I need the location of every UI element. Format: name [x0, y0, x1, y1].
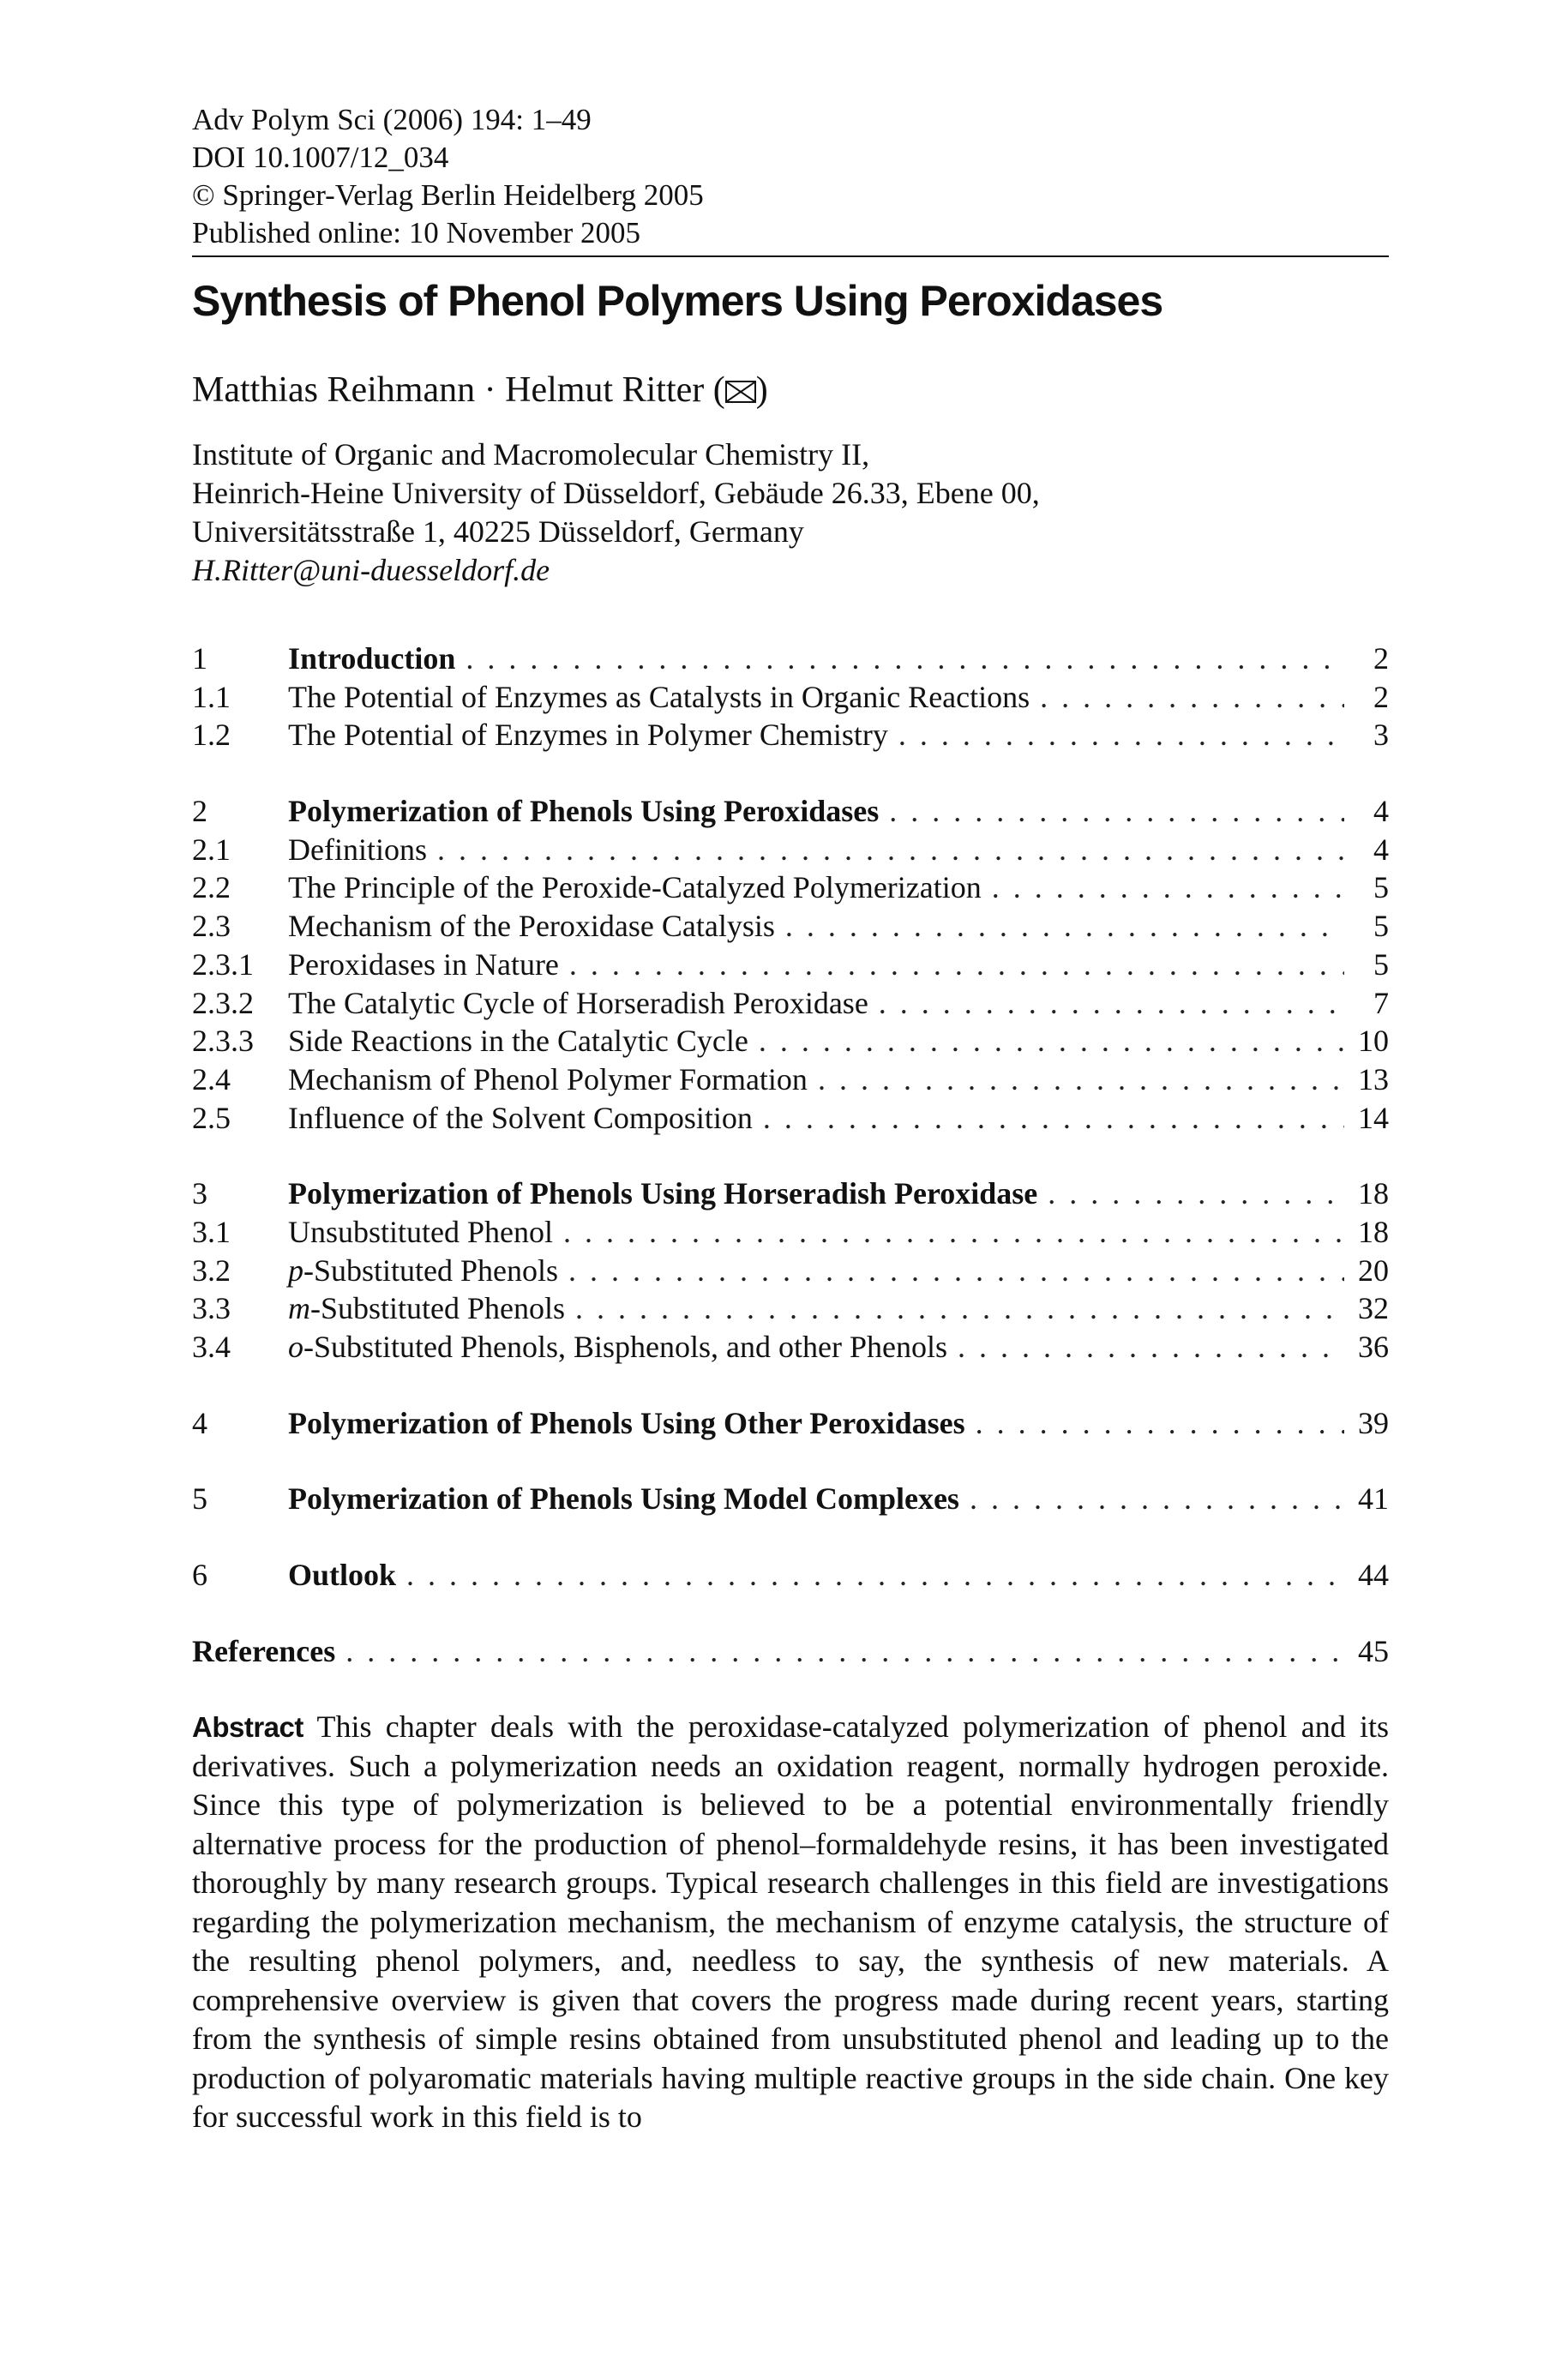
toc-entry[interactable] — [192, 1404, 1389, 1443]
affiliation-line: Universitätsstraße 1, 40225 Düsseldorf, Germany — [192, 514, 804, 549]
toc-number: 1 — [192, 641, 207, 676]
journal-citation: Adv Polym Sci (2006) 194: 1–49 — [192, 103, 592, 136]
toc-entry[interactable] — [192, 792, 1389, 831]
affiliation-line: Heinrich-Heine University of Düsseldorf, Gebäude 26.33, Ebene 00, — [192, 476, 1040, 510]
toc-number: 2.2 — [192, 870, 231, 905]
toc-number: 1.2 — [192, 718, 231, 753]
toc-page-number: 5 — [1373, 870, 1389, 905]
toc-page-number: 44 — [1358, 1558, 1389, 1593]
toc-leader-dots — [406, 1556, 1344, 1595]
toc-title: Mechanism of Phenol Polymer Formation — [288, 1061, 808, 1096]
toc-page-number: 13 — [1358, 1061, 1389, 1096]
abstract-label: Abstract — [192, 1711, 303, 1744]
toc-leader-dots — [437, 831, 1344, 869]
toc-leader-dots — [889, 792, 1344, 831]
toc-leader-dots — [569, 946, 1344, 984]
toc-group — [192, 1404, 1389, 1443]
toc-number: 3 — [192, 1176, 207, 1211]
toc-entry[interactable] — [192, 1632, 1389, 1671]
toc-number: 2.3 — [192, 909, 231, 944]
toc-leader-dots — [992, 868, 1344, 907]
toc-page-number: 45 — [1358, 1633, 1389, 1668]
toc-page-number: 32 — [1358, 1291, 1389, 1326]
toc-title: Influence of the Solvent Composition — [288, 1100, 753, 1135]
toc-group — [192, 640, 1389, 754]
affiliation — [192, 436, 1389, 590]
affiliation-line: Institute of Organic and Macromolecular Chemistry II, — [192, 437, 870, 472]
toc-leader-dots — [976, 1404, 1344, 1443]
toc-page-number: 18 — [1358, 1176, 1389, 1211]
toc-title: Polymerization of Phenols Using Peroxidases — [288, 794, 880, 829]
toc-number: 4 — [192, 1405, 207, 1440]
toc-entry[interactable] — [192, 716, 1389, 754]
toc-entry[interactable] — [192, 1213, 1389, 1252]
table-of-contents — [192, 640, 1389, 1670]
header-rule — [192, 255, 1389, 257]
toc-entry[interactable] — [192, 907, 1389, 946]
toc-page-number: 41 — [1358, 1481, 1389, 1517]
toc-title: Polymerization of Phenols Using Model Complexes — [288, 1481, 959, 1517]
toc-title: Definitions — [288, 832, 427, 867]
toc-page-number: 4 — [1373, 832, 1389, 867]
toc-title: Peroxidases in Nature — [288, 946, 559, 982]
toc-page-number: 4 — [1373, 794, 1389, 829]
author-email[interactable]: H.Ritter@uni-duesseldorf.de — [192, 553, 550, 587]
toc-number: 5 — [192, 1481, 207, 1517]
toc-group — [192, 1632, 1389, 1671]
publication-header — [192, 101, 1389, 252]
copyright: © Springer-Verlag Berlin Heidelberg 2005 — [192, 178, 704, 212]
toc-entry[interactable] — [192, 678, 1389, 717]
toc-entry[interactable] — [192, 1328, 1389, 1367]
toc-number: 2.3.3 — [192, 1024, 254, 1059]
toc-entry[interactable] — [192, 1480, 1389, 1518]
toc-page-number: 7 — [1373, 985, 1389, 1020]
toc-leader-dots — [1040, 678, 1344, 717]
toc-number: 2.5 — [192, 1100, 231, 1135]
toc-leader-dots — [879, 984, 1344, 1023]
toc-number: 2 — [192, 794, 207, 829]
toc-group — [192, 1174, 1389, 1366]
toc-title: o-Substituted Phenols, Bisphenols, and other Phenols — [288, 1330, 947, 1364]
toc-entry[interactable] — [192, 946, 1389, 984]
toc-entry[interactable] — [192, 1174, 1389, 1213]
toc-page-number: 2 — [1373, 641, 1389, 676]
toc-page-number: 18 — [1358, 1214, 1389, 1249]
toc-number: 2.4 — [192, 1061, 231, 1096]
toc-entry[interactable] — [192, 831, 1389, 869]
toc-page-number: 5 — [1373, 946, 1389, 982]
toc-page-number: 10 — [1358, 1024, 1389, 1059]
toc-leader-dots — [763, 1099, 1344, 1138]
toc-title: The Principle of the Peroxide-Catalyzed Polymerization — [288, 870, 982, 905]
abstract-text: This chapter deals with the peroxidase-catalyzed polymerization of phenol and its derivatives. Such a polymerization needs an oxidation reagent, normally hydrogen peroxide. Since this type of polymerization is believed to be a potential environmentally friendly alternative process for the production of phenol–formaldehyde resins, it has been investigated thoroughly by many research groups. Typical research challenges in this field are investigations regarding the polymerization mechanism, the mechanism of enzyme catalysis, the structure of the resulting phenol polymers, and, needless to say, the synthesis of new materials. A comprehensive overview is given that covers the progress made during recent years, starting from the synthesis of simple resins obtained from unsubstituted phenol and leading up to the production of polyaromatic materials having multiple reactive groups in the side chain. One key for successful work in this field is to — [192, 1709, 1389, 2135]
toc-entry[interactable] — [192, 1099, 1389, 1138]
toc-title: Introduction — [288, 641, 456, 676]
author-separator: · — [484, 370, 496, 410]
toc-title: Mechanism of the Peroxidase Catalysis — [288, 909, 775, 944]
toc-title: p-Substituted Phenols — [288, 1253, 559, 1288]
toc-leader-dots — [466, 640, 1344, 678]
toc-leader-dots — [818, 1060, 1344, 1099]
toc-number: 3.4 — [192, 1330, 231, 1364]
toc-leader-dots — [759, 1022, 1344, 1060]
toc-title: Outlook — [288, 1558, 397, 1593]
toc-leader-dots — [345, 1632, 1344, 1671]
toc-page-number: 5 — [1373, 909, 1389, 944]
toc-entry[interactable] — [192, 1022, 1389, 1060]
toc-number: 1.1 — [192, 679, 231, 714]
toc-page-number: 14 — [1358, 1100, 1389, 1135]
article-first-page — [192, 101, 1389, 2137]
toc-group — [192, 1480, 1389, 1518]
author-name: Helmut Ritter — [505, 370, 705, 410]
envelope-icon — [725, 381, 756, 403]
toc-number: 2.3.1 — [192, 946, 254, 982]
abstract — [192, 1708, 1389, 2137]
toc-number: 3.3 — [192, 1291, 231, 1326]
toc-leader-dots — [958, 1328, 1344, 1367]
toc-group — [192, 1556, 1389, 1595]
toc-number: 2.1 — [192, 832, 231, 867]
toc-leader-dots — [575, 1289, 1344, 1328]
toc-leader-dots — [785, 907, 1344, 946]
toc-number: 6 — [192, 1558, 207, 1593]
authors: Matthias Reihmann · Helmut Ritter ( ) — [192, 370, 768, 410]
toc-entry[interactable] — [192, 1252, 1389, 1290]
toc-page-number: 39 — [1358, 1405, 1389, 1440]
toc-title: The Potential of Enzymes in Polymer Chemistry — [288, 718, 888, 753]
toc-page-number: 36 — [1358, 1330, 1389, 1364]
toc-leader-dots — [568, 1252, 1344, 1290]
toc-title: Side Reactions in the Catalytic Cycle — [288, 1024, 748, 1059]
author-name: Matthias Reihmann — [192, 370, 476, 410]
toc-page-number: 20 — [1358, 1253, 1389, 1288]
toc-entry[interactable] — [192, 984, 1389, 1023]
toc-title: m-Substituted Phenols — [288, 1291, 566, 1326]
toc-leader-dots — [970, 1480, 1344, 1518]
article-title: Synthesis of Phenol Polymers Using Peroxidases — [192, 277, 1163, 325]
doi: DOI 10.1007/12_034 — [192, 141, 449, 174]
toc-number: 3.1 — [192, 1214, 231, 1249]
toc-title: References — [192, 1633, 336, 1668]
toc-title: The Catalytic Cycle of Horseradish Peroxidase — [288, 985, 868, 1020]
toc-entry[interactable] — [192, 1556, 1389, 1595]
toc-leader-dots — [1048, 1174, 1344, 1213]
toc-entry[interactable] — [192, 1060, 1389, 1099]
toc-leader-dots — [898, 716, 1344, 754]
toc-entry[interactable] — [192, 868, 1389, 907]
toc-group — [192, 792, 1389, 1137]
toc-page-number: 2 — [1373, 679, 1389, 714]
published-date: Published online: 10 November 2005 — [192, 216, 641, 249]
toc-title: The Potential of Enzymes as Catalysts in Organic Reactions — [288, 679, 1030, 714]
toc-entry[interactable] — [192, 640, 1389, 678]
toc-title: Unsubstituted Phenol — [288, 1214, 554, 1249]
toc-page-number: 3 — [1373, 718, 1389, 753]
toc-entry[interactable] — [192, 1289, 1389, 1328]
toc-leader-dots — [563, 1213, 1344, 1252]
toc-number: 3.2 — [192, 1253, 231, 1288]
toc-title: Polymerization of Phenols Using Other Peroxidases — [288, 1405, 965, 1440]
toc-title: Polymerization of Phenols Using Horseradish Peroxidase — [288, 1176, 1038, 1211]
toc-number: 2.3.2 — [192, 985, 254, 1020]
